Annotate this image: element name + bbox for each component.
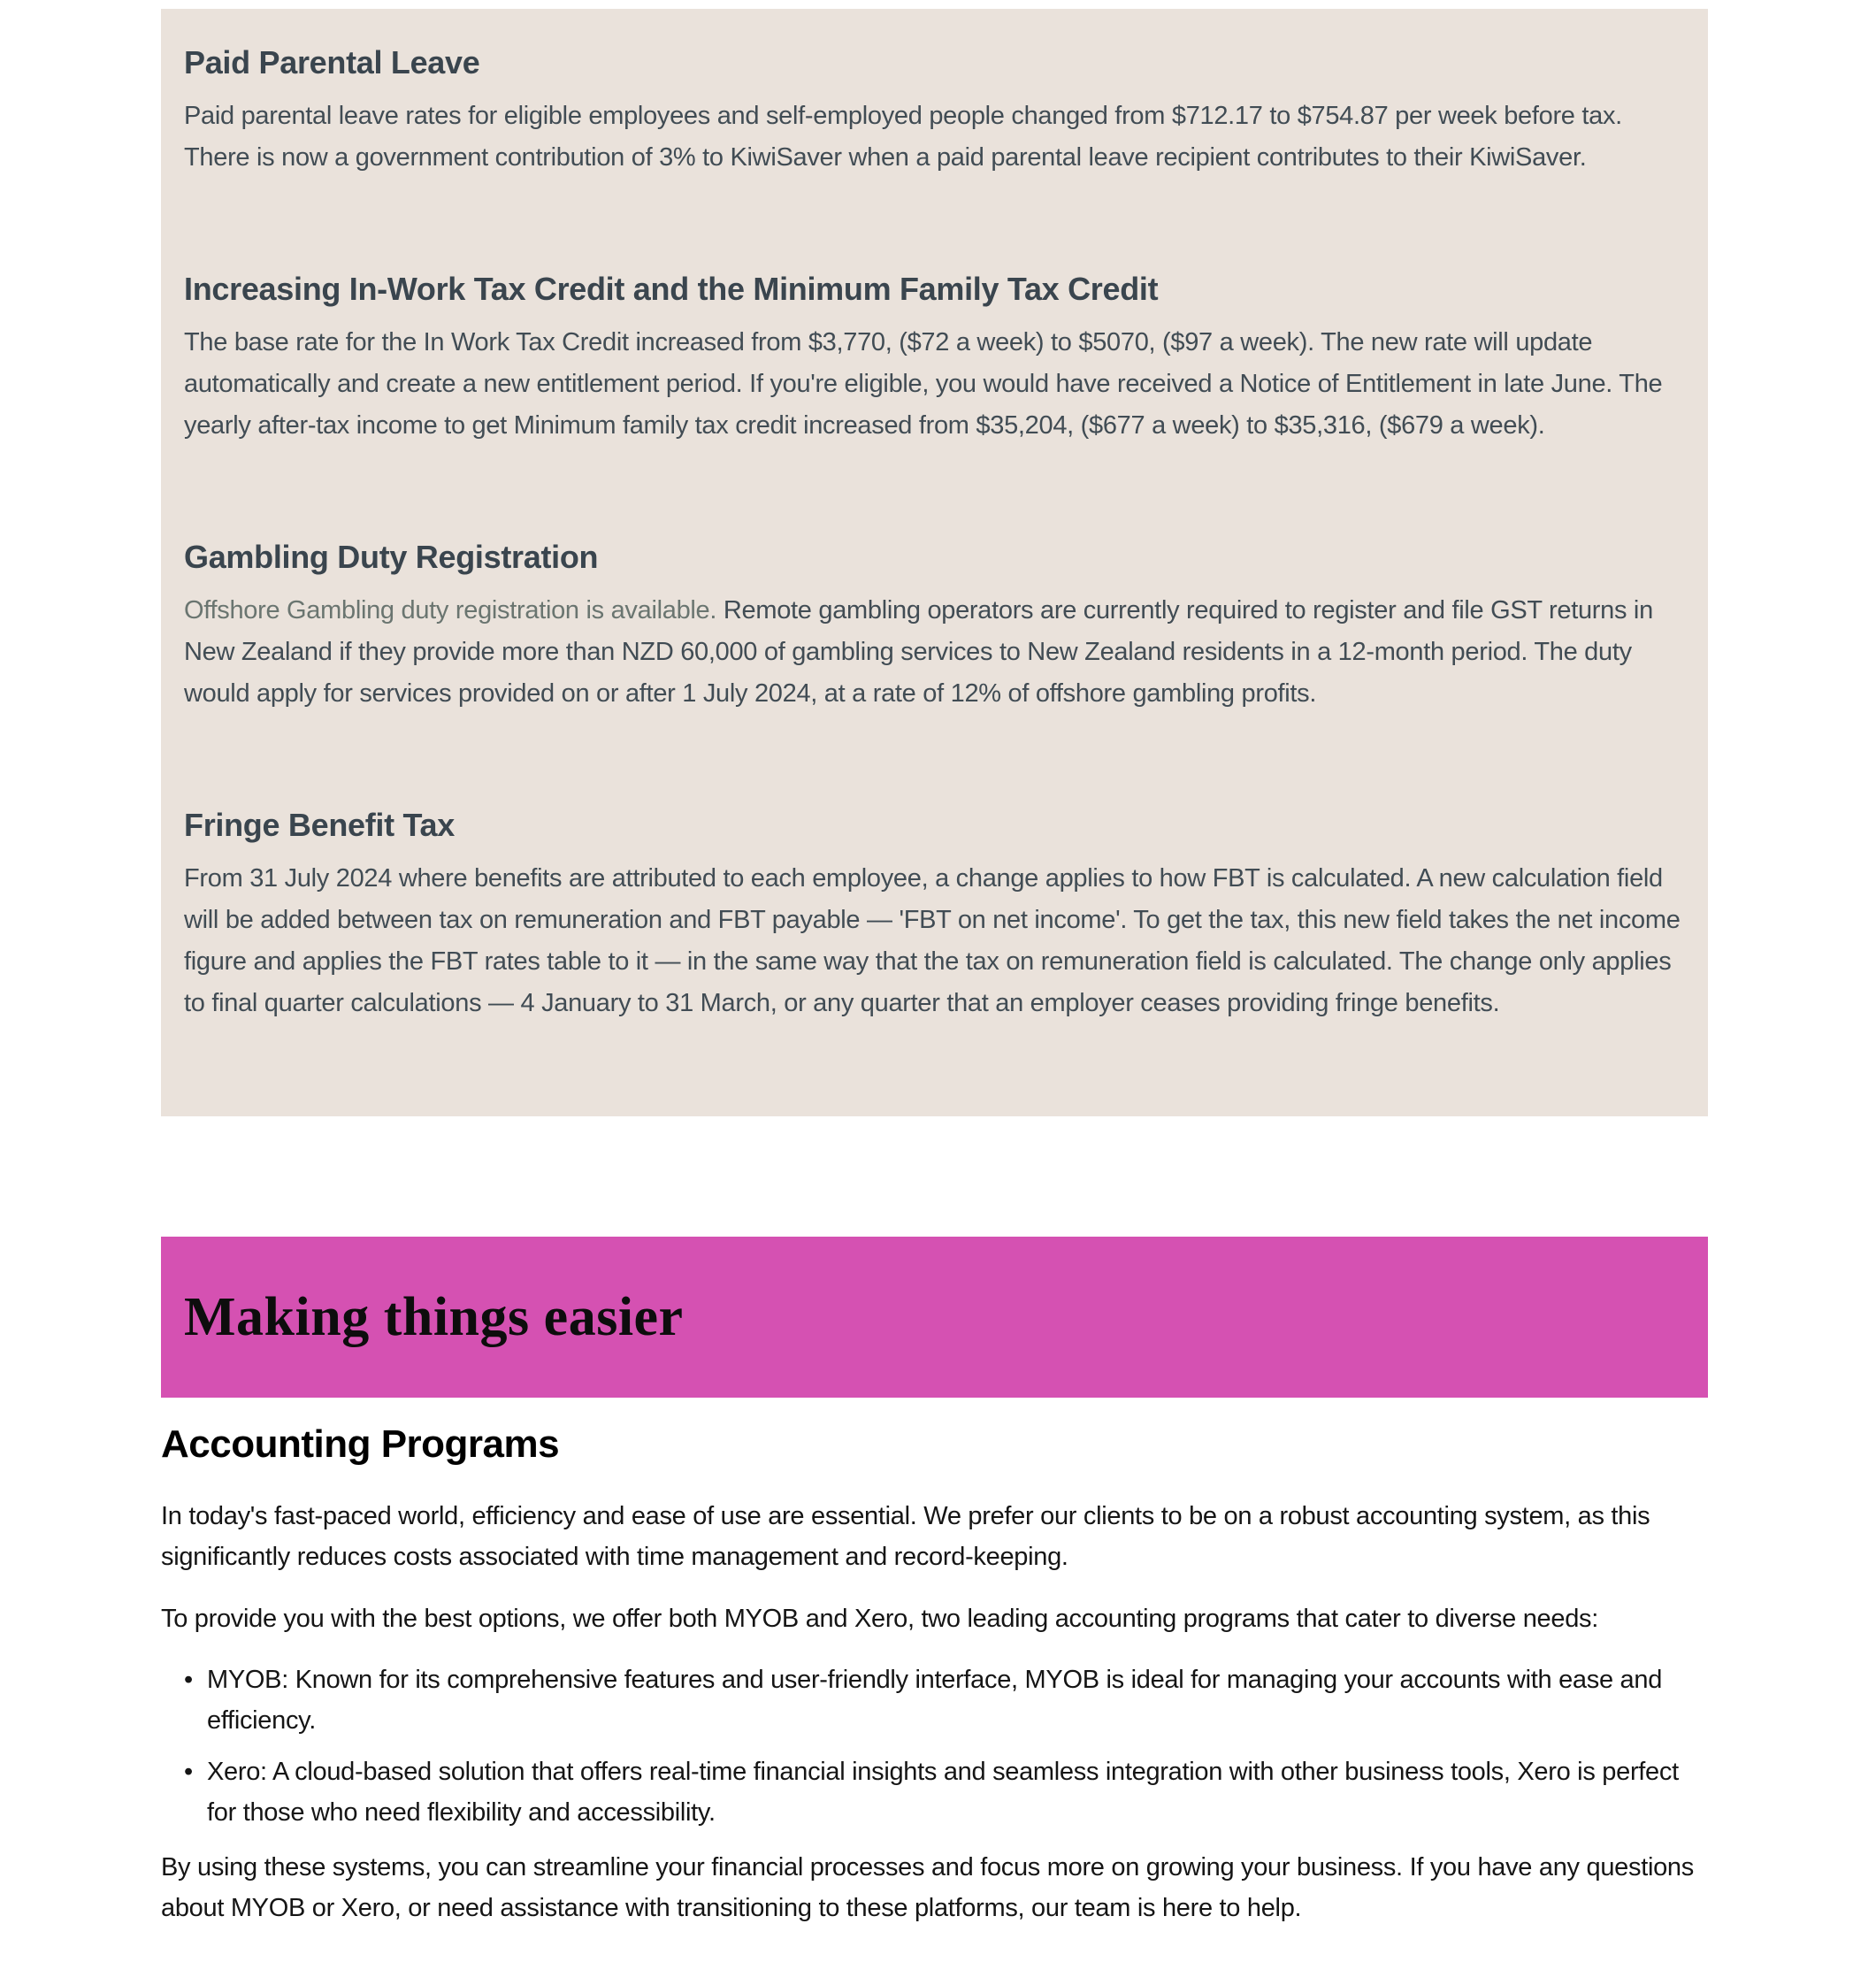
tax-updates-panel: [161, 9, 1708, 1116]
accounting-programs-list: [165, 1660, 1708, 1833]
accounting-options-paragraph: To provide you with the best options, we offer both MYOB and Xero, two leading accounting programs that cater to diverse needs:: [161, 1604, 1598, 1633]
section-gambling-duty-registration: [184, 539, 1692, 715]
section-heading: Increasing In-Work Tax Credit and the Minimum Family Tax Credit: [184, 270, 1159, 307]
accounting-intro-paragraph: In today's fast-paced world, efficiency and ease of use are essential. We prefer our clients to be on a robust accounting system, as this significantly reduces costs associated with time management and record-keeping.: [161, 1502, 1650, 1571]
section-heading: Gambling Duty Registration: [184, 538, 599, 575]
section-body: The base rate for the In Work Tax Credit increased from $3,770, ($72 a week) to $5070, ($97 a week). The new rate will update automatically and create a new entitlement period. If you're eligible, you would have received a Notice of Entitlement in late June. The yearly after-tax income to get Minimum family tax credit increased from $35,204, ($677 a week) to $35,316, ($679 a week).: [184, 327, 1663, 440]
section-body-lead: Offshore Gambling duty registration is available.: [184, 595, 717, 625]
section-body-rest: Remote gambling operators are currently required to register and file GST returns in New Zealand if they provide more than NZD 60,000 of gambling services to New Zealand residents in a 12-month period. The duty would apply for services provided on or after 1 July 2024, at a rate of 12% of offshore gambling profits.: [184, 595, 1653, 708]
section-body: [184, 590, 1690, 715]
section-paid-parental-leave: [184, 44, 1692, 179]
section-heading: Fringe Benefit Tax: [184, 806, 455, 843]
section-body: Paid parental leave rates for eligible employees and self-employed people changed from $712.17 to $754.87 per week before tax. There is now a government contribution of 3% to KiwiSaver when a paid parental leave recipient contributes to their KiwiSaver.: [184, 102, 1622, 172]
accounting-programs-section: [161, 1422, 1708, 1928]
section-fringe-benefit-tax: [184, 807, 1692, 1024]
accounting-outro-paragraph: By using these systems, you can streamline your financial processes and focus more on growing your business. If you have any questions about MYOB or Xero, or need assistance with transitioning to these platforms, our team is here to help.: [161, 1852, 1694, 1922]
banner-title: Making things easier: [184, 1286, 684, 1347]
list-item-myob: • MYOB: Known for its comprehensive features and user-friendly interface, MYOB is ideal for managing your accounts with ease and efficiency.: [184, 1660, 1708, 1742]
list-item-xero: • Xero: A cloud-based solution that offers real-time financial insights and seamless integration with other business tools, Xero is perfect for those who need flexibility and accessibility.: [184, 1752, 1708, 1834]
section-body: From 31 July 2024 where benefits are attributed to each employee, a change applies to how FBT is calculated. A new calculation field will be added between tax on remuneration and FBT payable — 'FBT on net income'. To get the tax, this new field takes the net income figure and applies the FBT rates table to it — in the same way that the tax on remuneration field is calculated. The change only applies to final quarter calculations — 4 January to 31 March, or any quarter that an employer ceases providing fringe benefits.: [184, 863, 1681, 1017]
accounting-heading: Accounting Programs: [161, 1422, 560, 1466]
section-in-work-tax-credit: [184, 271, 1692, 447]
section-heading: Paid Parental Leave: [184, 44, 480, 80]
making-things-easier-banner: [161, 1237, 1708, 1398]
